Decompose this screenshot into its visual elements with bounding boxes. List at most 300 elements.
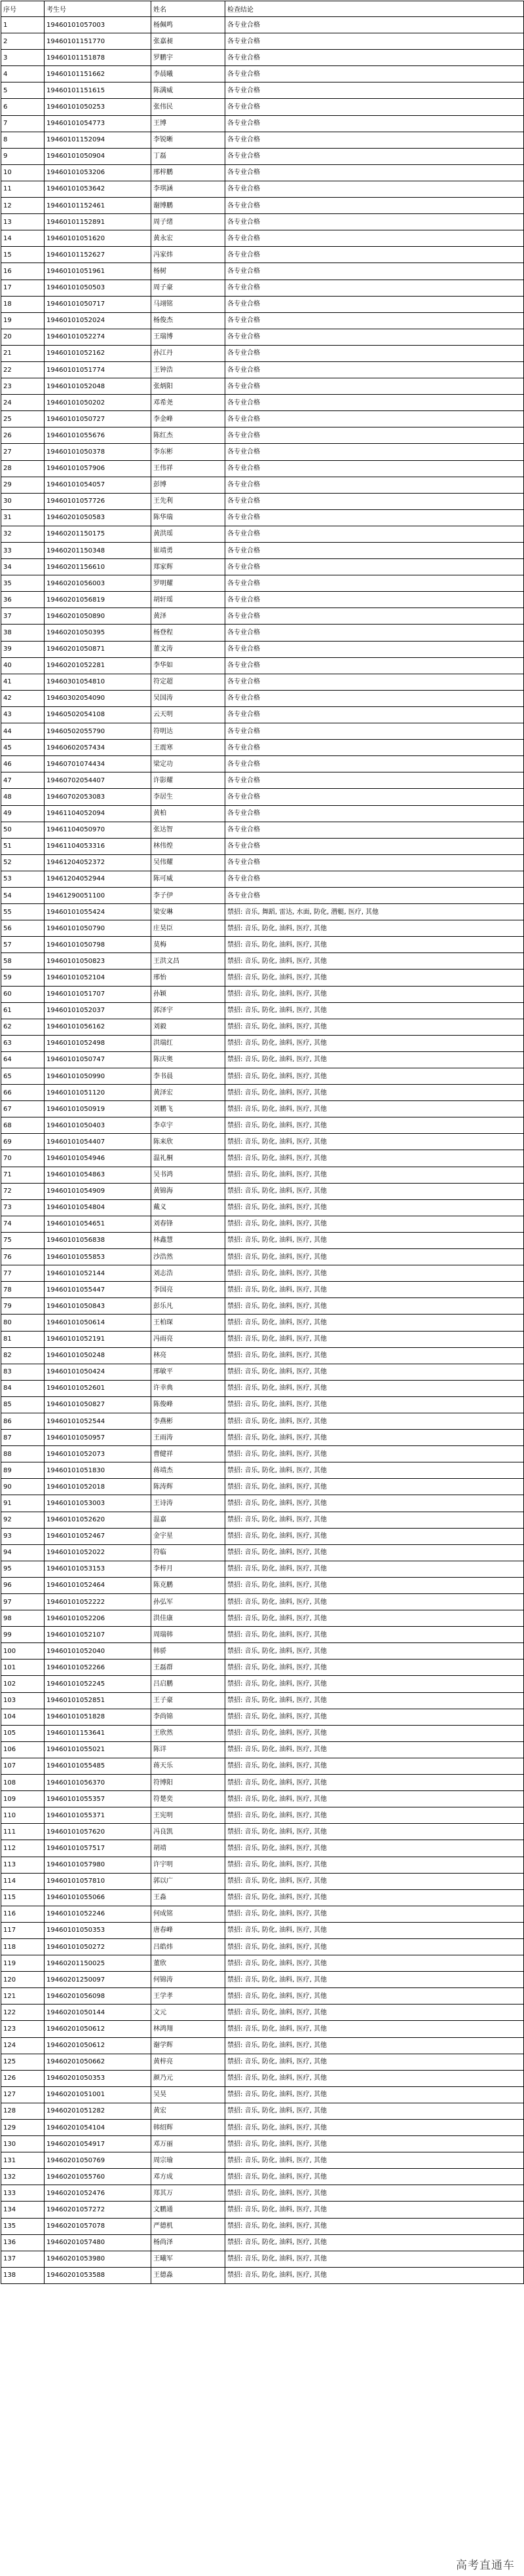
cell-serial: 84	[1, 1380, 45, 1396]
cell-conclusion: 禁招: 音乐, 防化, 油料, 医疗, 其他	[225, 1709, 524, 1725]
table-row	[1, 1002, 524, 1019]
cell-serial: 112	[1, 1840, 45, 1857]
cell-name: 蒋靖杰	[151, 1462, 225, 1479]
cell-serial: 136	[1, 2234, 45, 2251]
cell-serial: 119	[1, 1955, 45, 1972]
cell-name: 洪佳康	[151, 1610, 225, 1627]
cell-serial: 101	[1, 1660, 45, 1676]
table-row	[1, 1430, 524, 1446]
table-row	[1, 772, 524, 789]
table-row	[1, 1594, 524, 1610]
cell-name: 孙颖	[151, 986, 225, 1002]
cell-name: 林鑫慧	[151, 1232, 225, 1248]
cell-name: 符楚奕	[151, 1791, 225, 1807]
table-row	[1, 970, 524, 986]
cell-conclusion: 禁招: 音乐, 防化, 油料, 医疗, 其他	[225, 2054, 524, 2070]
table-row	[1, 509, 524, 526]
table-row	[1, 1167, 524, 1183]
cell-conclusion: 禁招: 音乐, 防化, 油料, 医疗, 其他	[225, 1216, 524, 1232]
cell-conclusion: 禁招: 音乐, 防化, 油料, 医疗, 其他	[225, 1922, 524, 1938]
cell-serial: 18	[1, 296, 45, 312]
cell-name: 林伟煌	[151, 838, 225, 854]
cell-name: 吴伟耀	[151, 854, 225, 871]
cell-name: 黄宏	[151, 2103, 225, 2119]
cell-conclusion: 禁招: 音乐, 防化, 油料, 医疗, 其他	[225, 1462, 524, 1479]
table-row	[1, 427, 524, 444]
table-row	[1, 1758, 524, 1774]
cell-exam-id: 19460101054407	[45, 1134, 151, 1150]
cell-serial: 52	[1, 854, 45, 871]
cell-conclusion: 各专业合格	[225, 789, 524, 805]
cell-conclusion: 禁招: 音乐, 防化, 油料, 医疗, 其他	[225, 1446, 524, 1462]
cell-name: 杨佩鸣	[151, 17, 225, 33]
cell-exam-id: 19460101052222	[45, 1594, 151, 1610]
cell-exam-id: 19460101153641	[45, 1725, 151, 1741]
cell-conclusion: 各专业合格	[225, 477, 524, 493]
table-row	[1, 1117, 524, 1134]
cell-name: 王曦军	[151, 2251, 225, 2267]
cell-serial: 13	[1, 214, 45, 230]
cell-conclusion: 禁招: 音乐, 防化, 油料, 医疗, 其他	[225, 1101, 524, 1117]
cell-name: 李晨曦	[151, 66, 225, 82]
cell-serial: 134	[1, 2202, 45, 2218]
cell-serial: 41	[1, 674, 45, 690]
cell-name: 王诗涛	[151, 1495, 225, 1512]
table-row	[1, 1692, 524, 1709]
cell-conclusion: 禁招: 音乐, 防化, 油料, 医疗, 其他	[225, 1512, 524, 1528]
cell-exam-id: 19460101152627	[45, 247, 151, 263]
table-row	[1, 608, 524, 625]
cell-conclusion: 禁招: 音乐, 防化, 油料, 医疗, 其他	[225, 1051, 524, 1068]
cell-exam-id: 19460101055021	[45, 1741, 151, 1758]
cell-conclusion: 禁招: 音乐, 防化, 油料, 医疗, 其他	[225, 920, 524, 937]
cell-serial: 16	[1, 263, 45, 280]
table-row	[1, 99, 524, 115]
cell-name: 郑其万	[151, 2185, 225, 2202]
cell-exam-id: 19460101050248	[45, 1347, 151, 1364]
cell-name: 唐春峰	[151, 1922, 225, 1938]
cell-serial: 20	[1, 329, 45, 345]
cell-name: 杨树	[151, 263, 225, 280]
cell-conclusion: 各专业合格	[225, 230, 524, 247]
cell-conclusion: 禁招: 音乐, 防化, 油料, 医疗, 其他	[225, 1824, 524, 1840]
cell-name: 黄洪瑶	[151, 526, 225, 542]
cell-name: 李子伊	[151, 887, 225, 903]
cell-serial: 129	[1, 2120, 45, 2136]
cell-exam-id: 19460101052048	[45, 378, 151, 395]
table-row	[1, 82, 524, 99]
table-row	[1, 2136, 524, 2152]
cell-exam-id: 19460101054651	[45, 1216, 151, 1232]
cell-exam-id: 19460101053642	[45, 181, 151, 197]
cell-serial: 135	[1, 2218, 45, 2234]
cell-name: 蒋天乐	[151, 1758, 225, 1774]
cell-conclusion: 禁招: 音乐, 防化, 油料, 医疗, 其他	[225, 2251, 524, 2267]
cell-conclusion: 禁招: 音乐, 防化, 油料, 医疗, 其他	[225, 2234, 524, 2251]
table-row	[1, 1462, 524, 1479]
cell-serial: 110	[1, 1807, 45, 1824]
cell-serial: 99	[1, 1627, 45, 1643]
cell-name: 王伟祥	[151, 460, 225, 477]
table-row	[1, 625, 524, 641]
cell-serial: 120	[1, 1972, 45, 1988]
cell-serial: 32	[1, 526, 45, 542]
cell-conclusion: 禁招: 音乐, 防化, 油料, 医疗, 其他	[225, 1988, 524, 2005]
cell-name: 符定超	[151, 674, 225, 690]
cell-exam-id: 19461104050970	[45, 822, 151, 838]
cell-name: 崔靖勇	[151, 543, 225, 559]
cell-name: 李书晨	[151, 1068, 225, 1085]
cell-exam-id: 19460201050662	[45, 2054, 151, 2070]
cell-name: 陈涛辉	[151, 1479, 225, 1495]
table-row	[1, 1479, 524, 1495]
cell-name: 洪瑞红	[151, 1035, 225, 1051]
cell-name: 郭以广	[151, 1873, 225, 1889]
table-row	[1, 214, 524, 230]
cell-exam-id: 19460101052162	[45, 345, 151, 361]
cell-exam-id: 19460201050144	[45, 2005, 151, 2021]
cell-name: 邓万丽	[151, 2136, 225, 2152]
cell-exam-id: 19460101055424	[45, 904, 151, 920]
cell-name: 谢博鹏	[151, 198, 225, 214]
cell-exam-id: 19460101055853	[45, 1249, 151, 1265]
cell-exam-id: 19460101151662	[45, 66, 151, 82]
cell-exam-id: 19460101052601	[45, 1380, 151, 1396]
cell-exam-id: 19460101054057	[45, 477, 151, 493]
cell-serial: 115	[1, 1889, 45, 1906]
cell-exam-id: 19460201050871	[45, 641, 151, 657]
cell-serial: 48	[1, 789, 45, 805]
table-row	[1, 2169, 524, 2185]
cell-serial: 51	[1, 838, 45, 854]
cell-serial: 118	[1, 1938, 45, 1955]
cell-name: 孙江丹	[151, 345, 225, 361]
cell-conclusion: 禁招: 音乐, 防化, 油料, 医疗, 其他	[225, 1347, 524, 1364]
cell-serial: 53	[1, 871, 45, 887]
table-row	[1, 1051, 524, 1068]
cell-serial: 72	[1, 1183, 45, 1199]
table-row	[1, 2070, 524, 2086]
cell-serial: 85	[1, 1396, 45, 1413]
table-row	[1, 1627, 524, 1643]
table-row	[1, 1265, 524, 1282]
cell-serial: 92	[1, 1512, 45, 1528]
cell-serial: 68	[1, 1117, 45, 1134]
table-row	[1, 1775, 524, 1791]
cell-conclusion: 禁招: 音乐, 防化, 油料, 医疗, 其他	[225, 1889, 524, 1906]
table-row	[1, 756, 524, 772]
cell-exam-id: 19460101152891	[45, 214, 151, 230]
cell-name: 李尚锦	[151, 1709, 225, 1725]
cell-serial: 19	[1, 312, 45, 329]
cell-exam-id: 19461104053316	[45, 838, 151, 854]
cell-name: 李燕彬	[151, 1413, 225, 1429]
cell-exam-id: 19460101051620	[45, 230, 151, 247]
table-row	[1, 2152, 524, 2169]
cell-serial: 98	[1, 1610, 45, 1627]
table-row	[1, 1512, 524, 1528]
cell-exam-id: 19460101057620	[45, 1824, 151, 1840]
cell-exam-id: 19460101054946	[45, 1150, 151, 1167]
table-row	[1, 1495, 524, 1512]
cell-exam-id: 19460101057906	[45, 460, 151, 477]
cell-name: 郭泽宇	[151, 1002, 225, 1019]
table-row	[1, 115, 524, 132]
table-row	[1, 181, 524, 197]
cell-conclusion: 各专业合格	[225, 66, 524, 82]
cell-serial: 11	[1, 181, 45, 197]
cell-conclusion: 禁招: 音乐, 防化, 油料, 医疗, 其他	[225, 986, 524, 1002]
table-row	[1, 1068, 524, 1085]
cell-exam-id: 19460201150348	[45, 543, 151, 559]
cell-exam-id: 19460101050403	[45, 1117, 151, 1134]
cell-conclusion: 禁招: 音乐, 防化, 油料, 医疗, 其他	[225, 2136, 524, 2152]
cell-name: 严德机	[151, 2218, 225, 2234]
cell-exam-id: 19460201051282	[45, 2103, 151, 2119]
cell-exam-id: 19460101051707	[45, 986, 151, 1002]
cell-conclusion: 禁招: 音乐, 防化, 油料, 医疗, 其他	[225, 970, 524, 986]
table-row	[1, 920, 524, 937]
cell-serial: 57	[1, 937, 45, 953]
table-row	[1, 805, 524, 822]
cell-conclusion: 禁招: 音乐, 防化, 油料, 医疗, 其他	[225, 1528, 524, 1544]
cell-conclusion: 禁招: 音乐, 防化, 油料, 医疗, 其他	[225, 1725, 524, 1741]
cell-exam-id: 19460201055760	[45, 2169, 151, 2185]
cell-conclusion: 各专业合格	[225, 263, 524, 280]
cell-conclusion: 禁招: 音乐, 防化, 油料, 医疗, 其他	[225, 1331, 524, 1347]
cell-name: 胡轩瑶	[151, 592, 225, 608]
cell-name: 林鸿翔	[151, 2021, 225, 2037]
table-row	[1, 2267, 524, 2283]
table-row	[1, 937, 524, 953]
table-row	[1, 2037, 524, 2054]
cell-exam-id: 19460201050395	[45, 625, 151, 641]
cell-serial: 10	[1, 164, 45, 181]
table-row	[1, 1840, 524, 1857]
cell-exam-id: 19460101050957	[45, 1430, 151, 1446]
cell-name: 黄泽	[151, 608, 225, 625]
cell-name: 李东彬	[151, 444, 225, 460]
cell-conclusion: 各专业合格	[225, 559, 524, 575]
cell-exam-id: 19460101057003	[45, 17, 151, 33]
cell-conclusion: 各专业合格	[225, 460, 524, 477]
table-row	[1, 674, 524, 690]
cell-conclusion: 禁招: 音乐, 防化, 油料, 医疗, 其他	[225, 1068, 524, 1085]
cell-exam-id: 19460702054407	[45, 772, 151, 789]
cell-exam-id: 19460201051001	[45, 2086, 151, 2103]
cell-serial: 26	[1, 427, 45, 444]
cell-serial: 70	[1, 1150, 45, 1167]
cell-conclusion: 禁招: 音乐, 防化, 油料, 医疗, 其他	[225, 1938, 524, 1955]
cell-conclusion: 各专业合格	[225, 378, 524, 395]
cell-exam-id: 19460502054108	[45, 706, 151, 723]
cell-exam-id: 19460201050353	[45, 2070, 151, 2086]
cell-name: 王德淼	[151, 2267, 225, 2283]
cell-name: 文元	[151, 2005, 225, 2021]
cell-serial: 58	[1, 953, 45, 970]
cell-exam-id: 19460101051774	[45, 361, 151, 378]
table-row	[1, 2185, 524, 2202]
table-row	[1, 230, 524, 247]
cell-conclusion: 禁招: 音乐, 防化, 油料, 医疗, 其他	[225, 1758, 524, 1774]
cell-conclusion: 禁招: 音乐, 防化, 油料, 医疗, 其他	[225, 1150, 524, 1167]
cell-name: 陈红杰	[151, 427, 225, 444]
cell-exam-id: 19460201053980	[45, 2251, 151, 2267]
table-row	[1, 1873, 524, 1889]
table-row	[1, 1101, 524, 1117]
cell-name: 杨尚泽	[151, 2234, 225, 2251]
cell-conclusion: 禁招: 音乐, 舞蹈, 雷达, 水面, 防化, 潜艇, 医疗, 其他	[225, 904, 524, 920]
table-row	[1, 2120, 524, 2136]
cell-name: 张达智	[151, 822, 225, 838]
cell-exam-id: 19460101052498	[45, 1035, 151, 1051]
cell-serial: 77	[1, 1265, 45, 1282]
cell-name: 罗明耀	[151, 575, 225, 592]
cell-exam-id: 19460101054773	[45, 115, 151, 132]
cell-serial: 103	[1, 1692, 45, 1709]
cell-conclusion: 各专业合格	[225, 214, 524, 230]
cell-conclusion: 各专业合格	[225, 772, 524, 789]
cell-name: 许幸典	[151, 1380, 225, 1396]
cell-exam-id: 19460702053083	[45, 789, 151, 805]
cell-name: 黄锦海	[151, 1183, 225, 1199]
table-row	[1, 1249, 524, 1265]
cell-exam-id: 19460201056003	[45, 575, 151, 592]
table-row	[1, 2086, 524, 2103]
cell-conclusion: 各专业合格	[225, 854, 524, 871]
cell-name: 王瑞博	[151, 329, 225, 345]
cell-name: 王淼	[151, 1889, 225, 1906]
cell-exam-id: 19460101055485	[45, 1758, 151, 1774]
cell-exam-id: 19460101052544	[45, 1413, 151, 1429]
table-row	[1, 1035, 524, 1051]
cell-name: 庄昊臣	[151, 920, 225, 937]
header-name: 姓名	[151, 1, 225, 17]
cell-name: 吴书鸿	[151, 1167, 225, 1183]
cell-serial: 54	[1, 887, 45, 903]
cell-name: 冯家炜	[151, 247, 225, 263]
cell-serial: 9	[1, 148, 45, 164]
cell-exam-id: 19460101050272	[45, 1938, 151, 1955]
header-serial: 序号	[1, 1, 45, 17]
cell-name: 颜乃元	[151, 2070, 225, 2086]
table-row	[1, 132, 524, 148]
cell-serial: 7	[1, 115, 45, 132]
cell-name: 何锦涛	[151, 1972, 225, 1988]
cell-serial: 50	[1, 822, 45, 838]
cell-name: 李华如	[151, 657, 225, 674]
cell-serial: 69	[1, 1134, 45, 1150]
table-row	[1, 378, 524, 395]
cell-name: 陈详	[151, 1741, 225, 1758]
cell-exam-id: 19460101050919	[45, 1101, 151, 1117]
cell-exam-id: 19460701074434	[45, 756, 151, 772]
table-row	[1, 1085, 524, 1101]
cell-name: 邢梓鹏	[151, 164, 225, 181]
cell-exam-id: 19460101152461	[45, 198, 151, 214]
cell-serial: 126	[1, 2070, 45, 2086]
watermark-text: 高考直通车	[456, 2559, 515, 2572]
cell-name: 陈满威	[151, 82, 225, 99]
cell-conclusion: 各专业合格	[225, 674, 524, 690]
cell-exam-id: 19460201056098	[45, 1988, 151, 2005]
cell-exam-id: 19460201050612	[45, 2037, 151, 2054]
cell-exam-id: 19460201056819	[45, 592, 151, 608]
cell-exam-id: 19460101055447	[45, 1282, 151, 1298]
cell-conclusion: 禁招: 音乐, 防化, 油料, 医疗, 其他	[225, 1544, 524, 1561]
cell-name: 吕皓炜	[151, 1938, 225, 1955]
cell-serial: 75	[1, 1232, 45, 1248]
cell-conclusion: 禁招: 音乐, 防化, 油料, 医疗, 其他	[225, 1232, 524, 1248]
table-row	[1, 575, 524, 592]
table-row	[1, 1676, 524, 1692]
table-row	[1, 1660, 524, 1676]
cell-name: 梁安琳	[151, 904, 225, 920]
cell-conclusion: 禁招: 音乐, 防化, 油料, 医疗, 其他	[225, 2218, 524, 2234]
cell-name: 张伟民	[151, 99, 225, 115]
cell-exam-id: 19460101055066	[45, 1889, 151, 1906]
table-row	[1, 1347, 524, 1364]
cell-name: 陈来欣	[151, 1134, 225, 1150]
cell-serial: 130	[1, 2136, 45, 2152]
cell-conclusion: 各专业合格	[225, 99, 524, 115]
table-row	[1, 1807, 524, 1824]
cell-name: 黄泽宏	[151, 1085, 225, 1101]
table-row	[1, 854, 524, 871]
cell-serial: 15	[1, 247, 45, 263]
table-row	[1, 1577, 524, 1593]
table-row	[1, 1938, 524, 1955]
cell-serial: 3	[1, 50, 45, 66]
cell-name: 邢怡	[151, 970, 225, 986]
cell-serial: 97	[1, 1594, 45, 1610]
cell-name: 彭博	[151, 477, 225, 493]
cell-exam-id: 19460101050990	[45, 1068, 151, 1085]
cell-conclusion: 禁招: 音乐, 防化, 油料, 医疗, 其他	[225, 1479, 524, 1495]
header-exam-id: 考生号	[45, 1, 151, 17]
cell-exam-id: 19460101052024	[45, 312, 151, 329]
cell-name: 邓方成	[151, 2169, 225, 2185]
cell-conclusion: 禁招: 音乐, 防化, 油料, 医疗, 其他	[225, 1167, 524, 1183]
table-row	[1, 1610, 524, 1627]
cell-serial: 138	[1, 2267, 45, 2283]
table-row	[1, 740, 524, 756]
table-row	[1, 1150, 524, 1167]
table-row	[1, 641, 524, 657]
cell-conclusion: 各专业合格	[225, 427, 524, 444]
cell-serial: 123	[1, 2021, 45, 2037]
cell-name: 周宗瑜	[151, 2152, 225, 2169]
cell-serial: 79	[1, 1298, 45, 1315]
cell-name: 陈俊峰	[151, 1396, 225, 1413]
cell-exam-id: 19460101057517	[45, 1840, 151, 1857]
cell-serial: 35	[1, 575, 45, 592]
cell-serial: 114	[1, 1873, 45, 1889]
cell-name: 吴昊	[151, 2086, 225, 2103]
cell-exam-id: 19461290051100	[45, 887, 151, 903]
cell-serial: 127	[1, 2086, 45, 2103]
cell-exam-id: 19460101053153	[45, 1561, 151, 1577]
cell-name: 张炳阳	[151, 378, 225, 395]
table-row	[1, 2103, 524, 2119]
table-row	[1, 559, 524, 575]
cell-name: 王博	[151, 115, 225, 132]
table-row	[1, 822, 524, 838]
cell-conclusion: 禁招: 音乐, 防化, 油料, 医疗, 其他	[225, 1955, 524, 1972]
cell-conclusion: 各专业合格	[225, 641, 524, 657]
cell-conclusion: 各专业合格	[225, 329, 524, 345]
cell-exam-id: 19460201057078	[45, 2218, 151, 2234]
